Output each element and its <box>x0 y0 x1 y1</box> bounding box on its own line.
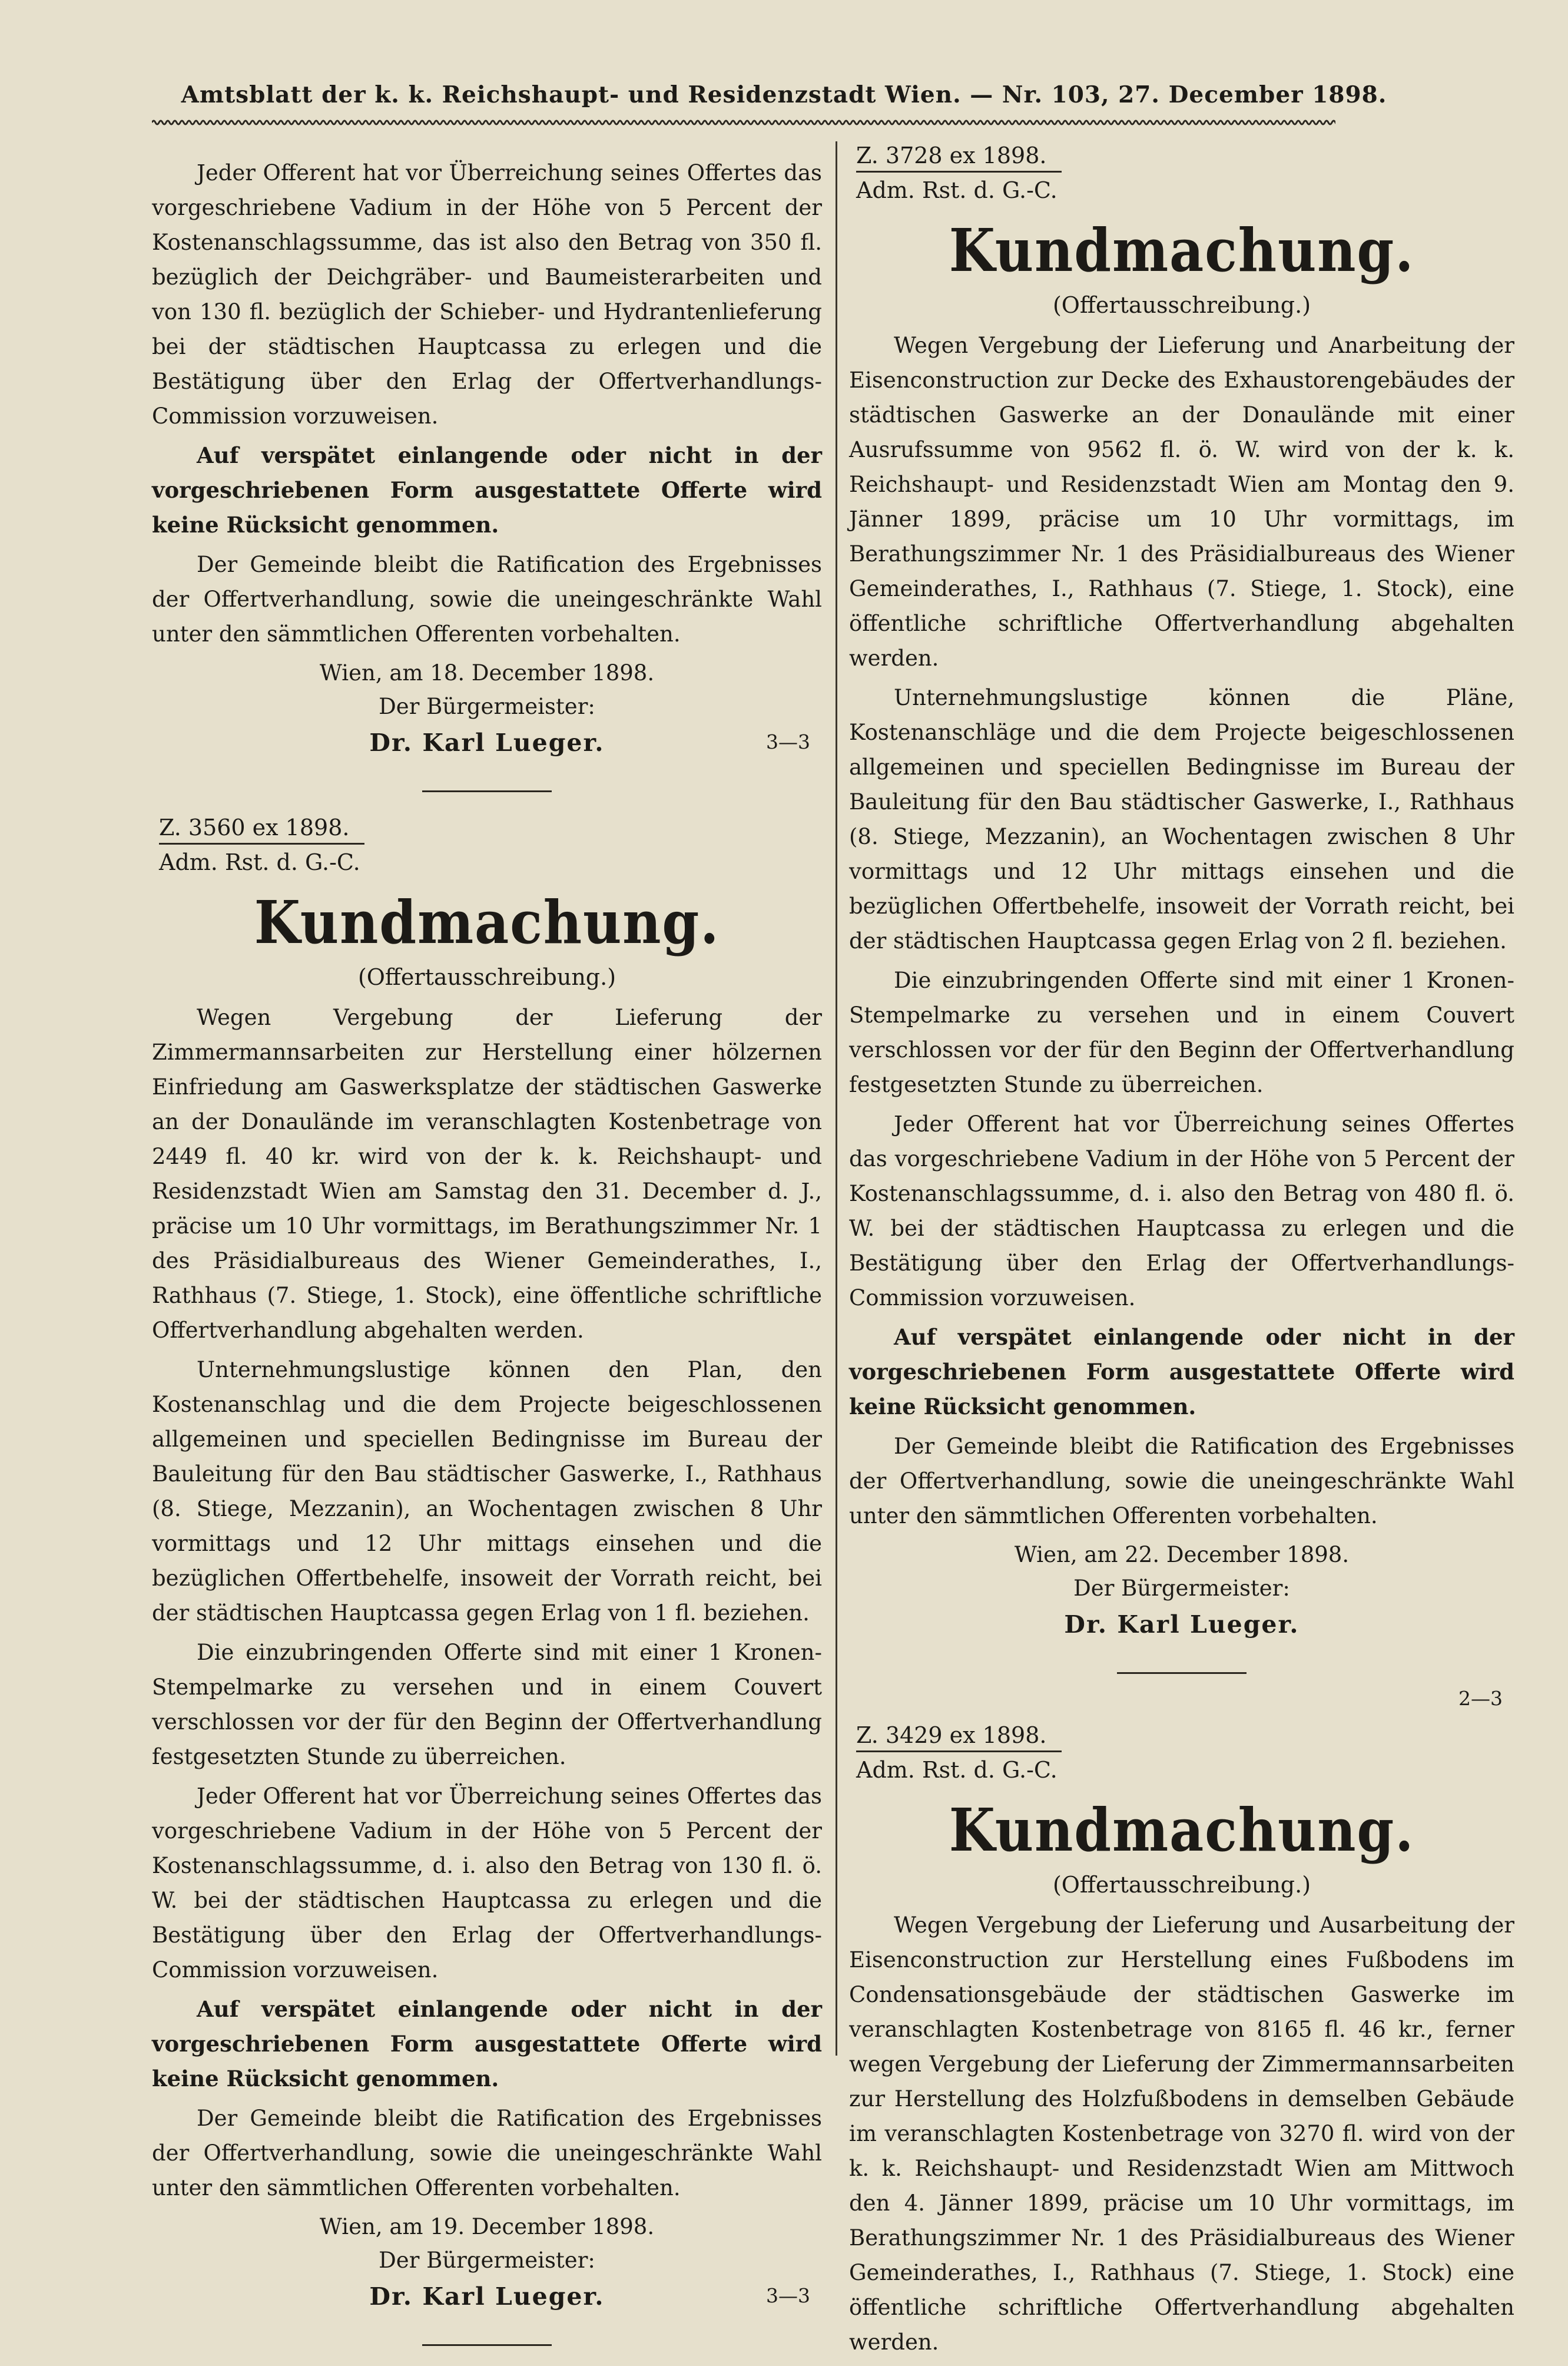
signature: Dr. Karl Lueger. <box>1064 1610 1300 1639</box>
signature-row <box>152 2277 822 2316</box>
page-header: Amtsblatt der k. k. Reichshaupt- und Residenzstadt Wien. — Nr. 103, 27. December 1898. <box>181 81 1387 108</box>
column-divider <box>836 141 837 2056</box>
notice-paragraph: Wegen Vergebung der Lieferung und Anarbeitung der Eisenconstruction zur Decke des Exhaustorengebäudes der städtischen Gaswerke an der Donaulände mit einer Ausrufssumme von 9562 fl. ö. W. wird von der k. k. Reichshaupt- und Residenzstadt Wien am Montag den 9. Jänner 1899, präcise um 10 Uhr vormittags, im Berathungszimmer Nr. 1 des Präsidialbureaus des Wiener Gemeinderathes, I., Rathhaus (7. Stiege, 1. Stock), eine öffentliche schriftliche Offertverhandlung abgehalten werden. <box>849 333 1514 671</box>
series-number: 2—3 <box>1458 1687 1503 1710</box>
dateline: Wien, am 22. December 1898. <box>1014 1542 1350 1567</box>
series-number: 3—3 <box>766 730 810 753</box>
notice-subtitle: (Offertausschreibung.) <box>1052 292 1311 318</box>
notice-title: Kundmachung. <box>254 888 720 957</box>
dateline: Wien, am 18. December 1898. <box>319 660 655 686</box>
mayor-title: Der Bürgermeister: <box>1073 1576 1290 1601</box>
reference-office: Adm. Rst. d. G.-C. <box>856 177 1058 203</box>
notice-paragraph: Die einzubringenden Offerte sind mit einer 1 Kronen-Stempelmarke zu versehen und in einem Couvert verschlossen vor der für den Beginn der Offertverhandlung festgesetzten Stunde zu überreichen. <box>152 1640 822 1769</box>
separator-rule <box>422 790 552 792</box>
notice-paragraph: Unternehmungslustige können die Pläne, Kostenanschläge und die dem Projecte beigeschlossenen allgemeinen und speciellen Bedingnisse im Bureau der Bauleitung für den Bau städtischer Gaswerke, I., Rathhaus (8. Stiege, Mezzanin), an Wochentagen zwischen 8 Uhr vormittags und 12 Uhr mittags einsehen und die bezüglichen Offertbehelfe, insoweit der Vorrath reicht, bei der städtischen Hauptcassa gegen Erlag von 2 fl. beziehen. <box>849 685 1514 954</box>
left-column <box>152 140 822 2366</box>
reference-office: Adm. Rst. d. G.-C. <box>856 1757 1058 1783</box>
notice-paragraph: Auf verspätet einlangende oder nicht in der vorgeschriebenen Form ausgestattete Offerte wird keine Rücksicht genommen. <box>152 1996 822 2092</box>
dateline: Wien, am 19. December 1898. <box>319 2214 655 2239</box>
right-column <box>849 140 1514 2364</box>
signature: Dr. Karl Lueger. <box>369 2282 605 2311</box>
intro-paragraph: Auf verspätet einlangende oder nicht in der vorgeschriebenen Form ausgestattete Offerte wird keine Rücksicht genommen. <box>152 442 822 538</box>
notice-paragraph: Jeder Offerent hat vor Überreichung seines Offertes das vorgeschriebene Vadium in der Höhe von 5 Percent der Kostenanschlagssumme, d. i. also den Betrag von 480 fl. ö. W. bei der städtischen Hauptcassa zu erlegen und die Bestätigung über den Erlag der Offertverhandlungs-Commission vorzuweisen. <box>849 1111 1514 1311</box>
notice-paragraph: Die einzubringenden Offerte sind mit einer 1 Kronen-Stempelmarke zu versehen und in einem Couvert verschlossen vor der für den Beginn der Offertverhandlung festgesetzten Stunde zu überreichen. <box>849 968 1514 1097</box>
signature-row <box>849 1605 1514 1644</box>
separator-rule <box>1117 1672 1247 1674</box>
separator-rule <box>422 2344 552 2346</box>
mayor-title: Der Bürgermeister: <box>379 2248 595 2273</box>
reference-number: Z. 3728 ex 1898. Adm. Rst. d. G.-C. <box>849 140 1514 206</box>
notice-paragraph: Auf verspätet einlangende oder nicht in der vorgeschriebenen Form ausgestattete Offerte wird keine Rücksicht genommen. <box>849 1324 1514 1419</box>
series-number: 3—3 <box>766 2284 810 2307</box>
notice-subtitle: (Offertausschreibung.) <box>357 964 616 990</box>
notice-subtitle: (Offertausschreibung.) <box>1052 1872 1311 1898</box>
notice-title: Kundmachung. <box>949 1795 1415 1865</box>
header-wavy-rule <box>152 117 1335 128</box>
reference-number: Z. 3560 ex 1898. Adm. Rst. d. G.-C. <box>152 812 822 878</box>
intro-paragraph: Der Gemeinde bleibt die Ratification des Ergebnisses der Offertverhandlung, sowie die uneingeschränkte Wahl unter den sämmtlichen Offerenten vorbehalten. <box>152 552 822 647</box>
notice-paragraph: Der Gemeinde bleibt die Ratification des Ergebnisses der Offertverhandlung, sowie die uneingeschränkte Wahl unter den sämmtlichen Offerenten vorbehalten. <box>152 2106 822 2200</box>
reference-number: Z. 3429 ex 1898. Adm. Rst. d. G.-C. <box>849 1720 1514 1785</box>
signature: Dr. Karl Lueger. <box>369 729 605 757</box>
notice-paragraph: Jeder Offerent hat vor Überreichung seines Offertes das vorgeschriebene Vadium in der Höhe von 5 Percent der Kostenanschlagssumme, d. i. also den Betrag von 130 fl. ö. W. bei der städtischen Hauptcassa zu erlegen und die Bestätigung über den Erlag der Offertverhandlungs-Commission vorzuweisen. <box>152 1783 822 1983</box>
notice-paragraph: Wegen Vergebung der Lieferung der Zimmermannsarbeiten zur Herstellung einer hölzernen Einfriedung am Gaswerksplatze der städtischen Gaswerke an der Donaulände im veranschlagten Kostenbetrage von 2449 fl. 40 kr. wird von der k. k. Reichshaupt- und Residenzstadt Wien am Samstag den 31. December d. J., präcise um 10 Uhr vormittags, im Berathungszimmer Nr. 1 des Präsidialbureaus des Wiener Gemeinderathes, I., Rathhaus (7. Stiege, 1. Stock), eine öffentliche schriftliche Offertverhandlung abgehalten werden. <box>152 1005 822 1343</box>
reference-office: Adm. Rst. d. G.-C. <box>159 849 360 875</box>
intro-paragraph: Jeder Offerent hat vor Überreichung seines Offertes das vorgeschriebene Vadium in der Höhe von 5 Percent der Kostenanschlagssumme, das ist also den Betrag von 350 fl. bezüglich der Deichgräber- und Baumeisterarbeiten und von 130 fl. bezüglich der Schieber- und Hydrantenlieferung bei der städtischen Hauptcassa zu erlegen und die Bestätigung über den Erlag der Offertverhandlungs-Commission vorzuweisen. <box>152 160 822 429</box>
notice-title: Kundmachung. <box>949 216 1415 285</box>
notice-paragraph: Der Gemeinde bleibt die Ratification des Ergebnisses der Offertverhandlung, sowie die uneingeschränkte Wahl unter den sämmtlichen Offerenten vorbehalten. <box>849 1434 1514 1528</box>
notice-paragraph: Wegen Vergebung der Lieferung und Ausarbeitung der Eisenconstruction zur Herstellung eines Fußbodens im Condensationsgebäude der städtischen Gaswerke im veranschlagten Kostenbetrage von 8165 fl. 46 kr., ferner wegen Vergebung der Lieferung der Zimmermannsarbeiten zur Herstellung des Holzfußbodens in demselben Gebäude im veranschlagten Kostenbetrage von 3270 fl. wird von der k. k. Reichshaupt- und Residenzstadt Wien am Mittwoch den 4. Jänner 1899, präcise um 10 Uhr vormittags, im Berathungszimmer Nr. 1 des Präsidialbureaus des Wiener Gemeinderathes, I., Rathhaus (7. Stiege, 1. Stock) eine öffentliche schriftliche Offertverhandlung abgehalten werden. <box>849 1912 1514 2355</box>
mayor-title: Der Bürgermeister: <box>379 694 595 719</box>
signature-row <box>152 723 822 762</box>
notice-paragraph: Unternehmungslustige können den Plan, den Kostenanschlag und die dem Projecte beigeschlossenen allgemeinen und speciellen Bedingnisse im Bureau der Bauleitung für den Bau städtischer Gaswerke, I., Rathhaus (8. Stiege, Mezzanin), an Wochentagen zwischen 8 Uhr vormittags und 12 Uhr mittags einsehen und die bezüglichen Offertbehelfe, insoweit der Vorrath reicht, bei der städtischen Hauptcassa gegen Erlag von 1 fl. beziehen. <box>152 1357 822 1626</box>
